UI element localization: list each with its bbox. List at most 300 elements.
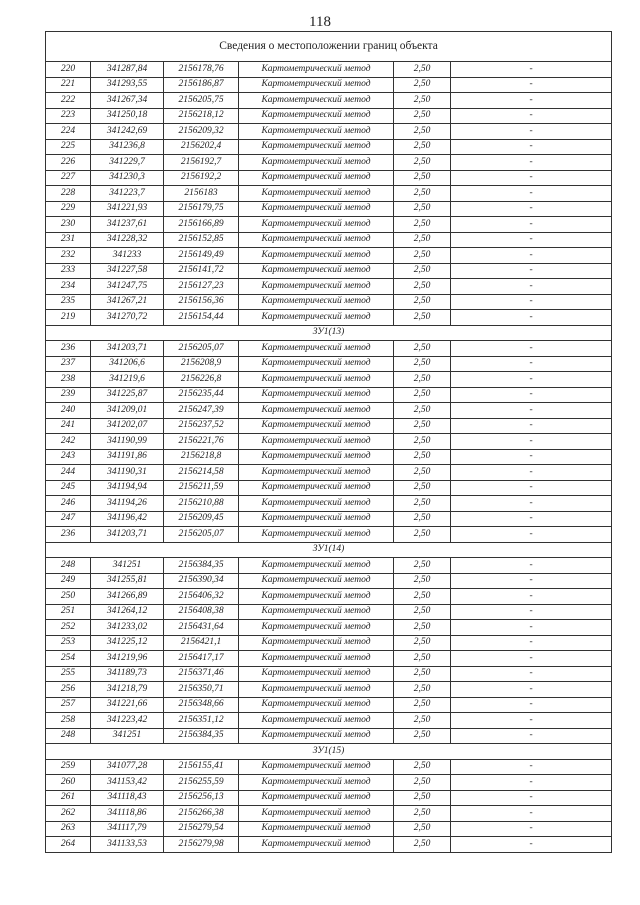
method-cell: Картометрический метод	[239, 666, 394, 682]
point-number-cell: 234	[46, 279, 91, 295]
description-cell: -	[451, 682, 612, 698]
section-heading: ЗУ1(13)	[46, 325, 612, 341]
table-row	[46, 62, 612, 78]
point-number-cell: 230	[46, 217, 91, 233]
table-row	[46, 77, 612, 93]
method-cell: Картометрический метод	[239, 387, 394, 403]
precision-cell: 2,50	[394, 620, 451, 636]
description-cell: -	[451, 124, 612, 140]
table-row	[46, 728, 612, 744]
description-cell: -	[451, 775, 612, 791]
x-coordinate-cell: 341233	[91, 248, 164, 264]
table-row	[46, 124, 612, 140]
boundary-coordinates-table	[45, 31, 612, 853]
table-row	[46, 108, 612, 124]
method-cell: Картометрический метод	[239, 279, 394, 295]
description-cell: -	[451, 232, 612, 248]
y-coordinate-cell: 2156192,7	[164, 155, 239, 171]
table-row	[46, 170, 612, 186]
table-row	[46, 341, 612, 357]
description-cell: -	[451, 713, 612, 729]
x-coordinate-cell: 341189,73	[91, 666, 164, 682]
table-row	[46, 434, 612, 450]
description-cell: -	[451, 558, 612, 574]
precision-cell: 2,50	[394, 93, 451, 109]
description-cell: -	[451, 263, 612, 279]
method-cell: Картометрический метод	[239, 418, 394, 434]
method-cell: Картометрический метод	[239, 341, 394, 357]
y-coordinate-cell: 2156205,75	[164, 93, 239, 109]
precision-cell: 2,50	[394, 217, 451, 233]
x-coordinate-cell: 341209,01	[91, 403, 164, 419]
table-row	[46, 310, 612, 326]
description-cell: -	[451, 511, 612, 527]
method-cell: Картометрический метод	[239, 170, 394, 186]
table-title-row	[46, 32, 612, 62]
precision-cell: 2,50	[394, 790, 451, 806]
description-cell: -	[451, 170, 612, 186]
point-number-cell: 243	[46, 449, 91, 465]
y-coordinate-cell: 2156155,41	[164, 759, 239, 775]
precision-cell: 2,50	[394, 310, 451, 326]
x-coordinate-cell: 341190,31	[91, 465, 164, 481]
point-number-cell: 222	[46, 93, 91, 109]
x-coordinate-cell: 341247,75	[91, 279, 164, 295]
x-coordinate-cell: 341221,93	[91, 201, 164, 217]
description-cell: -	[451, 573, 612, 589]
method-cell: Картометрический метод	[239, 511, 394, 527]
y-coordinate-cell: 2156237,52	[164, 418, 239, 434]
x-coordinate-cell: 341251	[91, 558, 164, 574]
x-coordinate-cell: 341237,61	[91, 217, 164, 233]
table-row	[46, 759, 612, 775]
table-row	[46, 449, 612, 465]
precision-cell: 2,50	[394, 713, 451, 729]
method-cell: Картометрический метод	[239, 589, 394, 605]
point-number-cell: 242	[46, 434, 91, 450]
method-cell: Картометрический метод	[239, 465, 394, 481]
point-number-cell: 252	[46, 620, 91, 636]
y-coordinate-cell: 2156350,71	[164, 682, 239, 698]
table-row	[46, 573, 612, 589]
point-number-cell: 246	[46, 496, 91, 512]
x-coordinate-cell: 341270,72	[91, 310, 164, 326]
table-title: Сведения о местоположении границ объекта	[46, 32, 612, 62]
precision-cell: 2,50	[394, 341, 451, 357]
description-cell: -	[451, 651, 612, 667]
method-cell: Картометрический метод	[239, 790, 394, 806]
precision-cell: 2,50	[394, 434, 451, 450]
description-cell: -	[451, 837, 612, 853]
precision-cell: 2,50	[394, 589, 451, 605]
precision-cell: 2,50	[394, 728, 451, 744]
point-number-cell: 257	[46, 697, 91, 713]
precision-cell: 2,50	[394, 356, 451, 372]
method-cell: Картометрический метод	[239, 108, 394, 124]
section-heading: ЗУ1(15)	[46, 744, 612, 760]
description-cell: -	[451, 201, 612, 217]
point-number-cell: 240	[46, 403, 91, 419]
point-number-cell: 254	[46, 651, 91, 667]
precision-cell: 2,50	[394, 170, 451, 186]
table-row	[46, 356, 612, 372]
x-coordinate-cell: 341153,42	[91, 775, 164, 791]
method-cell: Картометрический метод	[239, 93, 394, 109]
x-coordinate-cell: 341223,42	[91, 713, 164, 729]
precision-cell: 2,50	[394, 480, 451, 496]
x-coordinate-cell: 341267,21	[91, 294, 164, 310]
x-coordinate-cell: 341266,89	[91, 589, 164, 605]
table-row	[46, 465, 612, 481]
method-cell: Картометрический метод	[239, 449, 394, 465]
point-number-cell: 255	[46, 666, 91, 682]
precision-cell: 2,50	[394, 418, 451, 434]
method-cell: Картометрический метод	[239, 372, 394, 388]
point-number-cell: 261	[46, 790, 91, 806]
description-cell: -	[451, 108, 612, 124]
point-number-cell: 253	[46, 635, 91, 651]
description-cell: -	[451, 821, 612, 837]
y-coordinate-cell: 2156202,4	[164, 139, 239, 155]
method-cell: Картометрический метод	[239, 806, 394, 822]
point-number-cell: 223	[46, 108, 91, 124]
x-coordinate-cell: 341267,34	[91, 93, 164, 109]
description-cell: -	[451, 93, 612, 109]
point-number-cell: 233	[46, 263, 91, 279]
description-cell: -	[451, 217, 612, 233]
table-row	[46, 651, 612, 667]
precision-cell: 2,50	[394, 232, 451, 248]
point-number-cell: 260	[46, 775, 91, 791]
precision-cell: 2,50	[394, 775, 451, 791]
method-cell: Картометрический метод	[239, 217, 394, 233]
method-cell: Картометрический метод	[239, 434, 394, 450]
x-coordinate-cell: 341264,12	[91, 604, 164, 620]
table-row	[46, 403, 612, 419]
point-number-cell: 219	[46, 310, 91, 326]
description-cell: -	[451, 496, 612, 512]
table-row	[46, 480, 612, 496]
y-coordinate-cell: 2156127,23	[164, 279, 239, 295]
method-cell: Картометрический метод	[239, 759, 394, 775]
precision-cell: 2,50	[394, 573, 451, 589]
precision-cell: 2,50	[394, 635, 451, 651]
table-body	[46, 32, 612, 853]
table-row	[46, 387, 612, 403]
description-cell: -	[451, 790, 612, 806]
description-cell: -	[451, 527, 612, 543]
y-coordinate-cell: 2156178,76	[164, 62, 239, 78]
x-coordinate-cell: 341223,7	[91, 186, 164, 202]
point-number-cell: 251	[46, 604, 91, 620]
x-coordinate-cell: 341117,79	[91, 821, 164, 837]
method-cell: Картометрический метод	[239, 248, 394, 264]
method-cell: Картометрический метод	[239, 124, 394, 140]
precision-cell: 2,50	[394, 139, 451, 155]
x-coordinate-cell: 341250,18	[91, 108, 164, 124]
point-number-cell: 259	[46, 759, 91, 775]
description-cell: -	[451, 372, 612, 388]
y-coordinate-cell: 2156226,8	[164, 372, 239, 388]
y-coordinate-cell: 2156266,38	[164, 806, 239, 822]
description-cell: -	[451, 480, 612, 496]
precision-cell: 2,50	[394, 651, 451, 667]
y-coordinate-cell: 2156255,59	[164, 775, 239, 791]
x-coordinate-cell: 341251	[91, 728, 164, 744]
point-number-cell: 262	[46, 806, 91, 822]
x-coordinate-cell: 341219,6	[91, 372, 164, 388]
method-cell: Картометрический метод	[239, 201, 394, 217]
y-coordinate-cell: 2156141,72	[164, 263, 239, 279]
precision-cell: 2,50	[394, 186, 451, 202]
precision-cell: 2,50	[394, 263, 451, 279]
y-coordinate-cell: 2156152,85	[164, 232, 239, 248]
y-coordinate-cell: 2156235,44	[164, 387, 239, 403]
description-cell: -	[451, 635, 612, 651]
precision-cell: 2,50	[394, 294, 451, 310]
point-number-cell: 224	[46, 124, 91, 140]
y-coordinate-cell: 2156247,39	[164, 403, 239, 419]
point-number-cell: 256	[46, 682, 91, 698]
table-row	[46, 635, 612, 651]
method-cell: Картометрический метод	[239, 604, 394, 620]
description-cell: -	[451, 387, 612, 403]
table-row	[46, 511, 612, 527]
table-row	[46, 806, 612, 822]
point-number-cell: 241	[46, 418, 91, 434]
y-coordinate-cell: 2156351,12	[164, 713, 239, 729]
description-cell: -	[451, 356, 612, 372]
method-cell: Картометрический метод	[239, 232, 394, 248]
x-coordinate-cell: 341194,26	[91, 496, 164, 512]
point-number-cell: 258	[46, 713, 91, 729]
y-coordinate-cell: 2156192,2	[164, 170, 239, 186]
method-cell: Картометрический метод	[239, 77, 394, 93]
method-cell: Картометрический метод	[239, 263, 394, 279]
y-coordinate-cell: 2156205,07	[164, 341, 239, 357]
point-number-cell: 237	[46, 356, 91, 372]
point-number-cell: 236	[46, 341, 91, 357]
y-coordinate-cell: 2156408,38	[164, 604, 239, 620]
point-number-cell: 228	[46, 186, 91, 202]
description-cell: -	[451, 418, 612, 434]
precision-cell: 2,50	[394, 387, 451, 403]
section-heading-row	[46, 744, 612, 760]
table-row	[46, 821, 612, 837]
section-heading: ЗУ1(14)	[46, 542, 612, 558]
method-cell: Картометрический метод	[239, 651, 394, 667]
x-coordinate-cell: 341293,55	[91, 77, 164, 93]
table-row	[46, 837, 612, 853]
method-cell: Картометрический метод	[239, 310, 394, 326]
table-row	[46, 713, 612, 729]
description-cell: -	[451, 155, 612, 171]
y-coordinate-cell: 2156154,44	[164, 310, 239, 326]
y-coordinate-cell: 2156406,32	[164, 589, 239, 605]
method-cell: Картометрический метод	[239, 62, 394, 78]
precision-cell: 2,50	[394, 108, 451, 124]
y-coordinate-cell: 2156431,64	[164, 620, 239, 636]
point-number-cell: 263	[46, 821, 91, 837]
table-row	[46, 527, 612, 543]
method-cell: Картометрический метод	[239, 635, 394, 651]
section-heading-row	[46, 542, 612, 558]
x-coordinate-cell: 341203,71	[91, 527, 164, 543]
x-coordinate-cell: 341287,84	[91, 62, 164, 78]
precision-cell: 2,50	[394, 511, 451, 527]
x-coordinate-cell: 341227,58	[91, 263, 164, 279]
y-coordinate-cell: 2156166,89	[164, 217, 239, 233]
point-number-cell: 248	[46, 728, 91, 744]
table-row	[46, 279, 612, 295]
description-cell: -	[451, 403, 612, 419]
point-number-cell: 264	[46, 837, 91, 853]
y-coordinate-cell: 2156211,59	[164, 480, 239, 496]
method-cell: Картометрический метод	[239, 837, 394, 853]
point-number-cell: 227	[46, 170, 91, 186]
point-number-cell: 239	[46, 387, 91, 403]
table-row	[46, 496, 612, 512]
table-row	[46, 217, 612, 233]
x-coordinate-cell: 341221,66	[91, 697, 164, 713]
table-row	[46, 418, 612, 434]
y-coordinate-cell: 2156156,36	[164, 294, 239, 310]
page-number: 118	[309, 14, 331, 30]
point-number-cell: 229	[46, 201, 91, 217]
precision-cell: 2,50	[394, 527, 451, 543]
precision-cell: 2,50	[394, 837, 451, 853]
point-number-cell: 249	[46, 573, 91, 589]
description-cell: -	[451, 248, 612, 264]
point-number-cell: 244	[46, 465, 91, 481]
table-row	[46, 790, 612, 806]
table-row	[46, 682, 612, 698]
y-coordinate-cell: 2156186,87	[164, 77, 239, 93]
precision-cell: 2,50	[394, 124, 451, 140]
description-cell: -	[451, 620, 612, 636]
description-cell: -	[451, 139, 612, 155]
precision-cell: 2,50	[394, 155, 451, 171]
description-cell: -	[451, 77, 612, 93]
x-coordinate-cell: 341118,86	[91, 806, 164, 822]
x-coordinate-cell: 341219,96	[91, 651, 164, 667]
y-coordinate-cell: 2156183	[164, 186, 239, 202]
x-coordinate-cell: 341118,43	[91, 790, 164, 806]
x-coordinate-cell: 341218,79	[91, 682, 164, 698]
point-number-cell: 225	[46, 139, 91, 155]
method-cell: Картометрический метод	[239, 527, 394, 543]
x-coordinate-cell: 341242,69	[91, 124, 164, 140]
precision-cell: 2,50	[394, 403, 451, 419]
y-coordinate-cell: 2156421,1	[164, 635, 239, 651]
precision-cell: 2,50	[394, 666, 451, 682]
table-row	[46, 666, 612, 682]
method-cell: Картометрический метод	[239, 558, 394, 574]
x-coordinate-cell: 341225,87	[91, 387, 164, 403]
description-cell: -	[451, 806, 612, 822]
y-coordinate-cell: 2156205,07	[164, 527, 239, 543]
y-coordinate-cell: 2156210,88	[164, 496, 239, 512]
point-number-cell: 232	[46, 248, 91, 264]
description-cell: -	[451, 604, 612, 620]
x-coordinate-cell: 341225,12	[91, 635, 164, 651]
description-cell: -	[451, 449, 612, 465]
x-coordinate-cell: 341203,71	[91, 341, 164, 357]
point-number-cell: 231	[46, 232, 91, 248]
y-coordinate-cell: 2156149,49	[164, 248, 239, 264]
description-cell: -	[451, 666, 612, 682]
precision-cell: 2,50	[394, 821, 451, 837]
x-coordinate-cell: 341206,6	[91, 356, 164, 372]
table-row	[46, 263, 612, 279]
y-coordinate-cell: 2156279,98	[164, 837, 239, 853]
x-coordinate-cell: 341190,99	[91, 434, 164, 450]
x-coordinate-cell: 341077,28	[91, 759, 164, 775]
y-coordinate-cell: 2156218,12	[164, 108, 239, 124]
method-cell: Картометрический метод	[239, 775, 394, 791]
point-number-cell: 250	[46, 589, 91, 605]
method-cell: Картометрический метод	[239, 294, 394, 310]
table-row	[46, 201, 612, 217]
description-cell: -	[451, 62, 612, 78]
x-coordinate-cell: 341255,81	[91, 573, 164, 589]
table-row	[46, 558, 612, 574]
point-number-cell: 238	[46, 372, 91, 388]
y-coordinate-cell: 2156384,35	[164, 558, 239, 574]
x-coordinate-cell: 341202,07	[91, 418, 164, 434]
description-cell: -	[451, 341, 612, 357]
table-row	[46, 186, 612, 202]
description-cell: -	[451, 186, 612, 202]
description-cell: -	[451, 465, 612, 481]
y-coordinate-cell: 2156218,8	[164, 449, 239, 465]
precision-cell: 2,50	[394, 372, 451, 388]
method-cell: Картометрический метод	[239, 728, 394, 744]
x-coordinate-cell: 341236,8	[91, 139, 164, 155]
y-coordinate-cell: 2156179,75	[164, 201, 239, 217]
table-row	[46, 93, 612, 109]
y-coordinate-cell: 2156256,13	[164, 790, 239, 806]
x-coordinate-cell: 341196,42	[91, 511, 164, 527]
x-coordinate-cell: 341228,32	[91, 232, 164, 248]
section-heading-row	[46, 325, 612, 341]
description-cell: -	[451, 759, 612, 775]
y-coordinate-cell: 2156348,66	[164, 697, 239, 713]
point-number-cell: 235	[46, 294, 91, 310]
y-coordinate-cell: 2156214,58	[164, 465, 239, 481]
precision-cell: 2,50	[394, 697, 451, 713]
point-number-cell: 247	[46, 511, 91, 527]
y-coordinate-cell: 2156279,54	[164, 821, 239, 837]
method-cell: Картометрический метод	[239, 682, 394, 698]
y-coordinate-cell: 2156209,45	[164, 511, 239, 527]
precision-cell: 2,50	[394, 62, 451, 78]
precision-cell: 2,50	[394, 496, 451, 512]
table-row	[46, 589, 612, 605]
method-cell: Картометрический метод	[239, 620, 394, 636]
precision-cell: 2,50	[394, 201, 451, 217]
x-coordinate-cell: 341191,86	[91, 449, 164, 465]
table-row	[46, 697, 612, 713]
method-cell: Картометрический метод	[239, 496, 394, 512]
table-row	[46, 294, 612, 310]
point-number-cell: 220	[46, 62, 91, 78]
y-coordinate-cell: 2156417,17	[164, 651, 239, 667]
precision-cell: 2,50	[394, 682, 451, 698]
method-cell: Картометрический метод	[239, 713, 394, 729]
point-number-cell: 226	[46, 155, 91, 171]
description-cell: -	[451, 697, 612, 713]
